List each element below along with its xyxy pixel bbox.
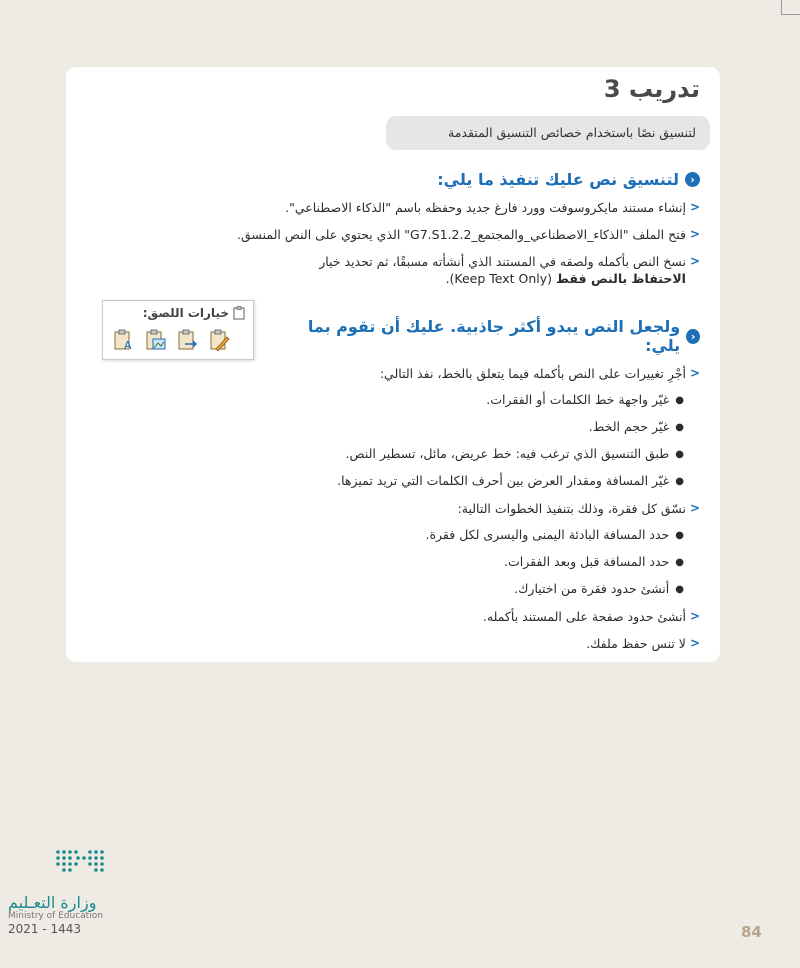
corner-mark <box>781 14 800 15</box>
paste-options-box <box>102 300 254 360</box>
corner-mark <box>781 0 782 14</box>
section-2 <box>300 317 700 652</box>
arrow-icon: < <box>689 501 700 515</box>
subtitle-box: لتنسيق نصًا باستخدام خصائص التنسيق المتقدمة <box>386 116 710 150</box>
list-item: ● غيّر واجهة خط الكلمات أو الفقرات. <box>486 392 684 407</box>
chevron-left-icon: ‹ <box>686 329 700 344</box>
chevron-left-icon: ‹ <box>685 172 700 187</box>
list-item: < أنشئ حدود صفحة على المستند بأكمله. <box>482 609 700 624</box>
page-number: 84 <box>741 923 762 941</box>
ministry-logo-icon <box>8 848 108 884</box>
list-item: ● طبق التنسيق الذي ترغب فيه: خط عريض، مائل، تسطير النص. <box>345 446 684 461</box>
svg-text:A: A <box>124 339 132 351</box>
list-item: ● غيّر حجم الخط. <box>588 419 684 434</box>
keep-text-only-icon[interactable] <box>111 329 135 351</box>
list-item: ● غيّر المسافة ومقدار العرض بين أحرف الكلمات التي تريد تميزها. <box>337 473 684 488</box>
arrow-icon: < <box>689 227 700 241</box>
clipboard-icon <box>233 306 245 320</box>
paste-options-title: خيارات اللصق: <box>142 306 229 320</box>
list-item: < نسّق كل فقرة، وذلك بتنفيذ الخطوات التالية: <box>457 501 700 516</box>
section-2-heading: ‹ ولجعل النص يبدو أكثر جاذبية. عليك أن تقوم بما يلي: <box>300 317 700 355</box>
list-item: < إنشاء مستند مايكروسوفت وورد فارغ جديد وحفظه باسم "الذكاء الاصطناعي". <box>285 200 700 215</box>
list-item: ● أنشئ حدود فقرة من اختيارك. <box>514 581 684 596</box>
arrow-icon: < <box>689 366 700 380</box>
ministry-name-ar: وزارة التعـليم <box>8 893 97 912</box>
list-item: ● حدد المسافة قبل وبعد الفقرات. <box>504 554 684 569</box>
year-label: 2021 - 1443 <box>8 922 82 936</box>
ministry-name-en: Ministry of Education <box>8 911 103 921</box>
exercise-card <box>66 67 720 662</box>
arrow-icon: < <box>689 636 700 650</box>
page-title: تدريب 3 <box>603 75 700 103</box>
list-item: ● حدد المسافة البادئة اليمنى واليسرى لكل فقرة. <box>425 527 684 542</box>
merge-formatting-icon[interactable] <box>175 329 199 351</box>
arrow-icon: < <box>689 254 700 268</box>
paste-picture-icon[interactable] <box>143 329 167 351</box>
arrow-icon: < <box>689 609 700 623</box>
section-1-heading: ‹ لتنسيق نص عليك تنفيذ ما يلي: <box>100 170 700 189</box>
list-item: < نسخ النص بأكمله ولصقه في المستند الذي أنشأته مسبقًا، ثم تحديد خيار الاحتفاظ بالنص فقط (Keep Text Only). <box>319 254 700 286</box>
list-item: < لا تنس حفظ ملفك. <box>586 636 700 651</box>
keep-source-formatting-icon[interactable] <box>207 329 231 351</box>
list-item: < فتح الملف "الذكاء_الاصطناعي_والمجتمع_G7.S1.2.2" الذي يحتوي على النص المنسق. <box>237 227 700 242</box>
arrow-icon: < <box>689 200 700 214</box>
list-item: < أجْرِ تغييرات على النص بأكمله فيما يتعلق بالخط، نفذ التالي: <box>379 366 700 381</box>
section-1 <box>100 170 700 287</box>
